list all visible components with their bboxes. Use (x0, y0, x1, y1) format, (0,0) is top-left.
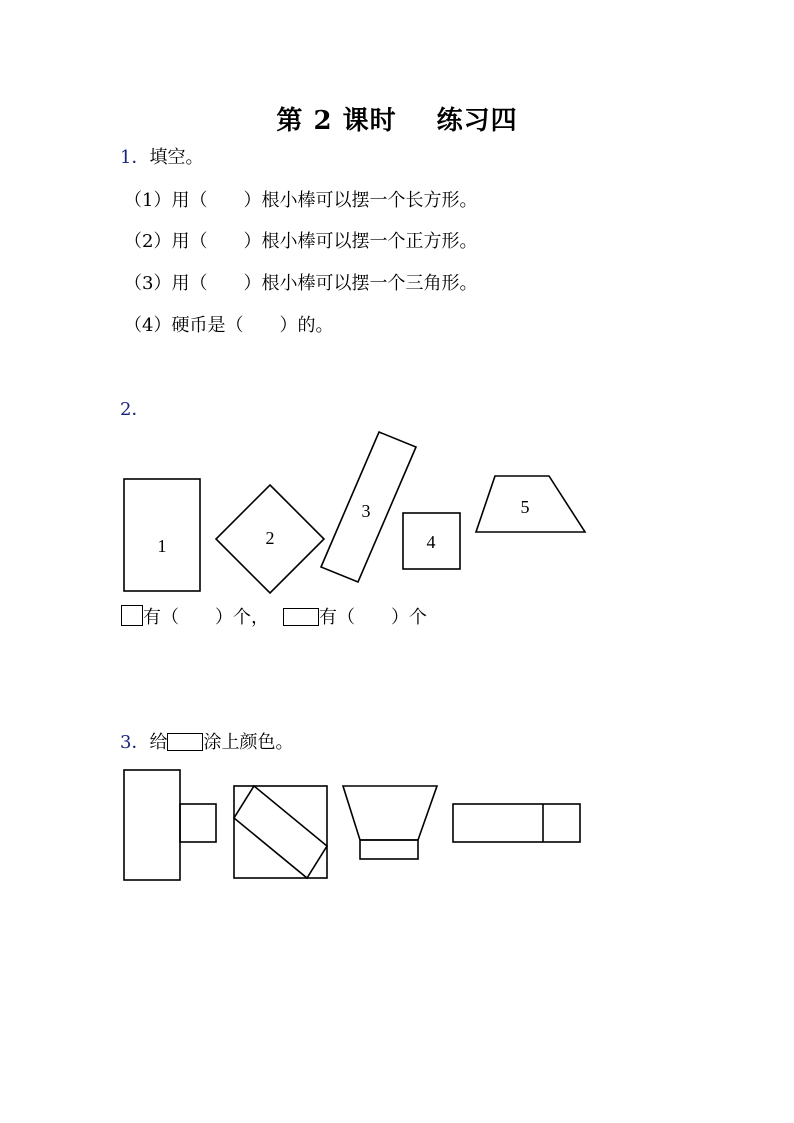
q1-item-1: （1）用（ ）根小棒可以摆一个长方形。 (124, 190, 478, 211)
q1-number: 1． (120, 147, 150, 168)
q3-figure1-small-rectangle (180, 804, 216, 842)
q3-heading (120, 731, 293, 755)
q3-figure4-long-rectangle (453, 804, 580, 842)
q3-figure2-outer-square (234, 786, 327, 878)
shape-1-rectangle (124, 479, 200, 591)
q2-fill-rectangle-count: 有（ ）个 (319, 607, 427, 628)
square-symbol-icon (121, 605, 143, 626)
shape-5-trapezoid (476, 476, 585, 532)
shape-2-label: 2 (265, 528, 275, 548)
q2-number: 2． (120, 399, 150, 420)
q3-suffix: 涂上颜色。 (203, 732, 294, 753)
q3-figure2-inner-rectangle (234, 786, 327, 878)
rectangle-symbol-icon (283, 608, 319, 626)
shape-5-label: 5 (520, 497, 530, 517)
q1-heading-text: 填空。 (149, 147, 204, 168)
shape-1-label: 1 (157, 536, 167, 556)
shape-3-label: 3 (361, 501, 371, 521)
rectangle-symbol-icon (167, 733, 203, 751)
q1-item-3: （3）用（ ）根小棒可以摆一个三角形。 (124, 273, 478, 294)
q1-item-4: （4）硬币是（ ）的。 (124, 315, 334, 336)
q3-prefix: 给 (149, 732, 168, 753)
q3-figure3-base-rectangle (360, 840, 418, 859)
q3-figure1-tall-rectangle (124, 770, 180, 880)
title-exercise: 练习四 (436, 106, 518, 136)
q3-number: 3． (120, 732, 150, 753)
q3-figure3-trapezoid (343, 786, 437, 840)
q1-item-2: （2）用（ ）根小棒可以摆一个正方形。 (124, 231, 478, 252)
q2-fill-in (121, 605, 427, 630)
shape-4-label: 4 (426, 532, 436, 552)
title-lesson: 第 2 课时 (276, 106, 397, 136)
q2-fill-square-count: 有（ ）个， (143, 607, 269, 628)
